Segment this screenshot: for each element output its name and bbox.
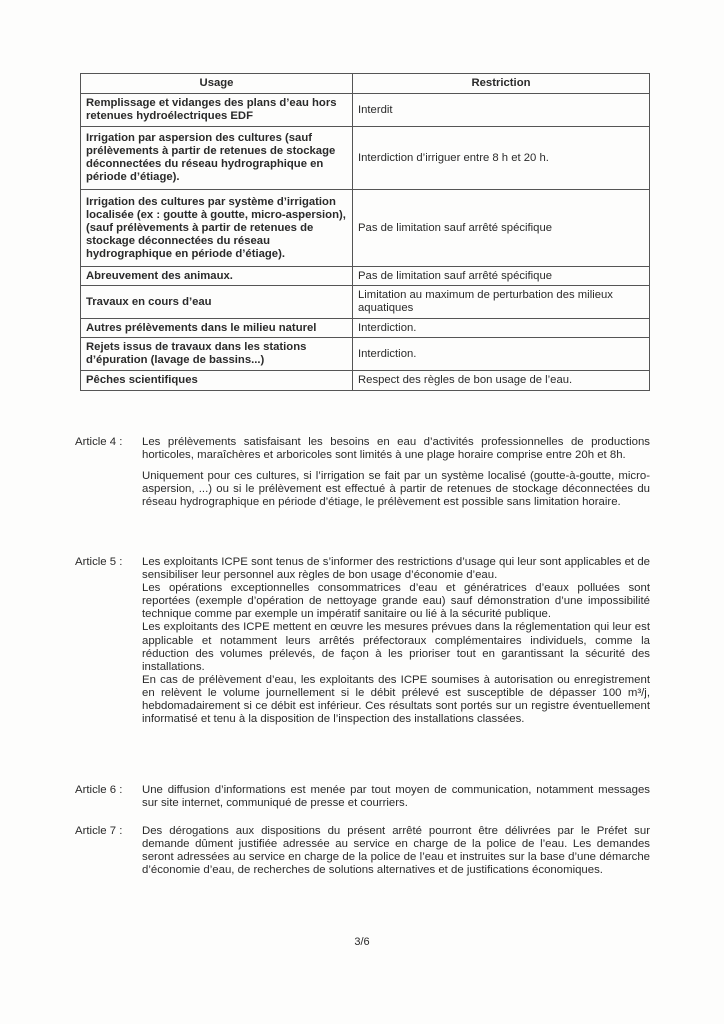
table-row <box>81 338 650 371</box>
article-body <box>142 784 650 810</box>
table-row <box>81 127 650 190</box>
table-row <box>81 94 650 127</box>
article-paragraph: Des dérogations aux dispositions du présent arrêté pourront être délivrées par le Préfet sur demande dûment justifiée adressée au service en charge de la police de l’eau. Les demandes seront adressées au service en charge de la police de l’eau et instruites sur la base d’une démarche d’économie d’eau, de recherches de solutions alternatives et de justifications économiques. <box>142 825 650 877</box>
restriction-table <box>80 73 650 391</box>
table-row <box>81 371 650 391</box>
usage-cell: Rejets issus de travaux dans les stations d’épuration (lavage de bassins...) <box>81 338 353 371</box>
restriction-cell: Pas de limitation sauf arrêté spécifique <box>353 190 650 267</box>
restriction-cell: Interdit <box>353 94 650 127</box>
usage-cell: Pêches scientifiques <box>81 371 353 391</box>
usage-cell: Travaux en cours d’eau <box>81 286 353 319</box>
article-paragraph: En cas de prélèvement d’eau, les exploitants des ICPE soumises à autorisation ou enregistrement en relèvent le volume journellement si le débit prélevé est susceptible de dépasser 100 m³/j, hebdomadairement si ce débit est inférieur. Ces résultats sont portés sur un registre éventuellement informatisé et tenu à la disposition de l’inspection des installations classées. <box>142 673 650 726</box>
restriction-cell: Pas de limitation sauf arrêté spécifique <box>353 267 650 286</box>
article-paragraph: Les prélèvements satisfaisant les besoins en eau d’activités professionnelles de productions horticoles, maraîchères et arboricoles sont limités à une plage horaire comprise entre 20h et 8h. <box>142 436 650 462</box>
table-header-row <box>81 74 650 94</box>
table-row <box>81 286 650 319</box>
article-label: Article 4 : <box>75 436 123 448</box>
article-paragraph: Les opérations exceptionnelles consommatrices d’eau et génératrices d’eaux polluées sont reportées (exemple d’opération de nettoyage grande eau) sauf démonstration d’une impossibilité technique comme par exemple un impératif sanitaire ou lié à la sécurité publique. <box>142 582 650 621</box>
table-row <box>81 319 650 338</box>
article-paragraph: Une diffusion d’informations est menée par tout moyen de communication, notamment messages sur site internet, communiqué de presse et courriers. <box>142 784 650 810</box>
article-7 <box>75 825 650 885</box>
usage-cell: Abreuvement des animaux. <box>81 267 353 286</box>
usage-cell: Irrigation des cultures par système d’irrigation localisée (ex : goutte à goutte, micro-aspersion), (sauf prélèvements à partir de retenues de stockage déconnectées du réseau hydrographique en période d’étiage). <box>81 190 353 267</box>
article-paragraph: Les exploitants ICPE sont tenus de s’informer des restrictions d’usage qui leur sont applicables et de sensibiliser leur personnel aux règles de bon usage d’économie d’eau. <box>142 556 650 582</box>
article-body <box>142 556 650 726</box>
article-label: Article 6 : <box>75 784 123 796</box>
usage-cell: Remplissage et vidanges des plans d’eau hors retenues hydroélectriques EDF <box>81 94 353 127</box>
header-usage: Usage <box>81 74 353 94</box>
article-5 <box>75 556 650 726</box>
table-row <box>81 190 650 267</box>
restriction-cell: Limitation au maximum de perturbation des milieux aquatiques <box>353 286 650 319</box>
article-label: Article 5 : <box>75 556 123 568</box>
article-body <box>142 436 650 509</box>
article-paragraph: Uniquement pour ces cultures, si l’irrigation se fait par un système localisé (goutte-à-goutte, micro-aspersion, ...) ou si le prélèvement est effectué à partir de retenues de stockage déconnectées du réseau hydrographique en période d’étiage, le prélèvement est possible sans limitation horaire. <box>142 470 650 509</box>
article-6 <box>75 784 650 818</box>
page-number: 3/6 <box>354 936 370 948</box>
restriction-cell: Respect des règles de bon usage de l’eau. <box>353 371 650 391</box>
article-4 <box>75 436 650 517</box>
restriction-cell: Interdiction. <box>353 319 650 338</box>
article-label: Article 7 : <box>75 825 123 837</box>
usage-cell: Autres prélèvements dans le milieu naturel <box>81 319 353 338</box>
article-paragraph: Les exploitants des ICPE mettent en œuvre les mesures prévues dans la réglementation qui leur est applicable et notamment leurs arrêtés préfectoraux complémentaires individuels, comme la réduction des volumes prélevés, de façon à les prioriser tout en garantissant la sécurité des installations. <box>142 621 650 673</box>
header-restriction: Restriction <box>353 74 650 94</box>
restriction-cell: Interdiction. <box>353 338 650 371</box>
usage-cell: Irrigation par aspersion des cultures (sauf prélèvements à partir de retenues de stockage déconnectées du réseau hydrographique en période d’étiage). <box>81 127 353 190</box>
table-row <box>81 267 650 286</box>
article-body <box>142 825 650 877</box>
restriction-cell: Interdiction d’irriguer entre 8 h et 20 h. <box>353 127 650 190</box>
